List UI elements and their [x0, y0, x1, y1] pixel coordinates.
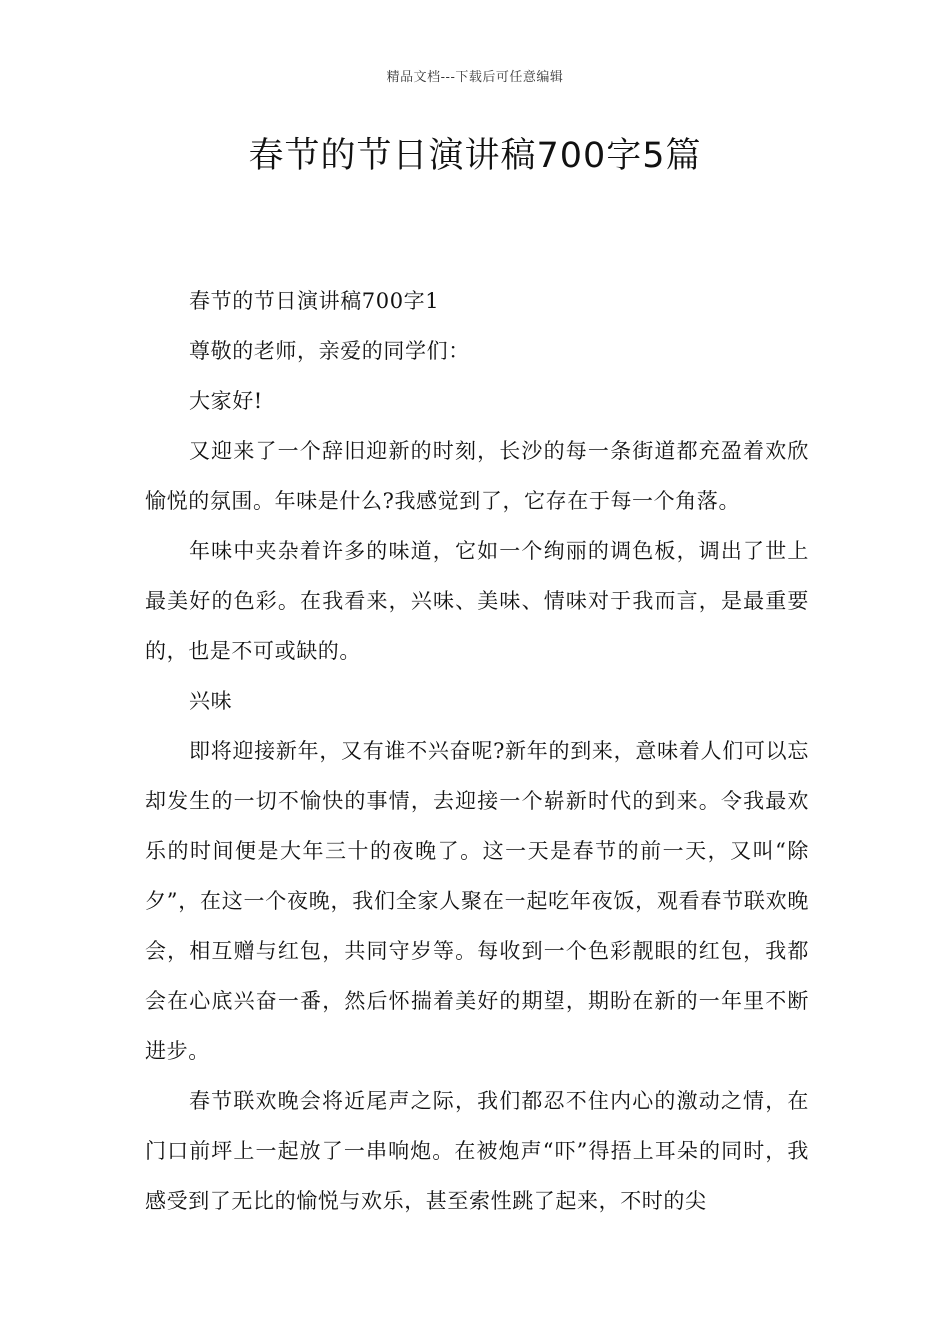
- paragraph: 即将迎接新年，又有谁不兴奋呢?新年的到来，意味着人们可以忘却发生的一切不愉快的事情，去迎接一个崭新时代的到来。令我最欢乐的时间便是大年三十的夜晚了。这一天是春节的前一天，又叫“除夕”，在这一个夜晚，我们全家人聚在一起吃年夜饭，观看春节联欢晚会，相互赠与红包，共同守岁等。每收到一个色彩靓眼的红包，我都会在心底兴奋一番，然后怀揣着美好的期望，期盼在新的一年里不断进步。: [145, 739, 809, 1063]
- paragraph: 又迎来了一个辞旧迎新的时刻，长沙的每一条街道都充盈着欢欣愉悦的氛围。年味是什么?我感觉到了，它存在于每一个角落。: [145, 439, 809, 513]
- greeting: 大家好!: [189, 389, 263, 413]
- section-heading: 春节的节日演讲稿700字1: [189, 289, 440, 313]
- subheading: 兴味: [189, 689, 233, 713]
- header-note: 精品文档---下载后可任意编辑: [386, 70, 564, 85]
- paragraph: 春节联欢晚会将近尾声之际，我们都忍不住内心的激动之情，在门口前坪上一起放了一串响炮。在被炮声“吓”得捂上耳朵的同时，我感受到了无比的愉悦与欢乐，甚至索性跳了起来，不时的尖: [145, 1089, 809, 1213]
- document-title: 春节的节日演讲稿700字5篇: [248, 136, 702, 176]
- salutation: 尊敬的老师，亲爱的同学们：: [189, 339, 470, 363]
- paragraph: 年味中夹杂着许多的味道，它如一个绚丽的调色板，调出了世上最美好的色彩。在我看来，兴味、美味、情味对于我而言，是最重要的，也是不可或缺的。: [145, 539, 809, 663]
- document-body: [145, 276, 809, 1226]
